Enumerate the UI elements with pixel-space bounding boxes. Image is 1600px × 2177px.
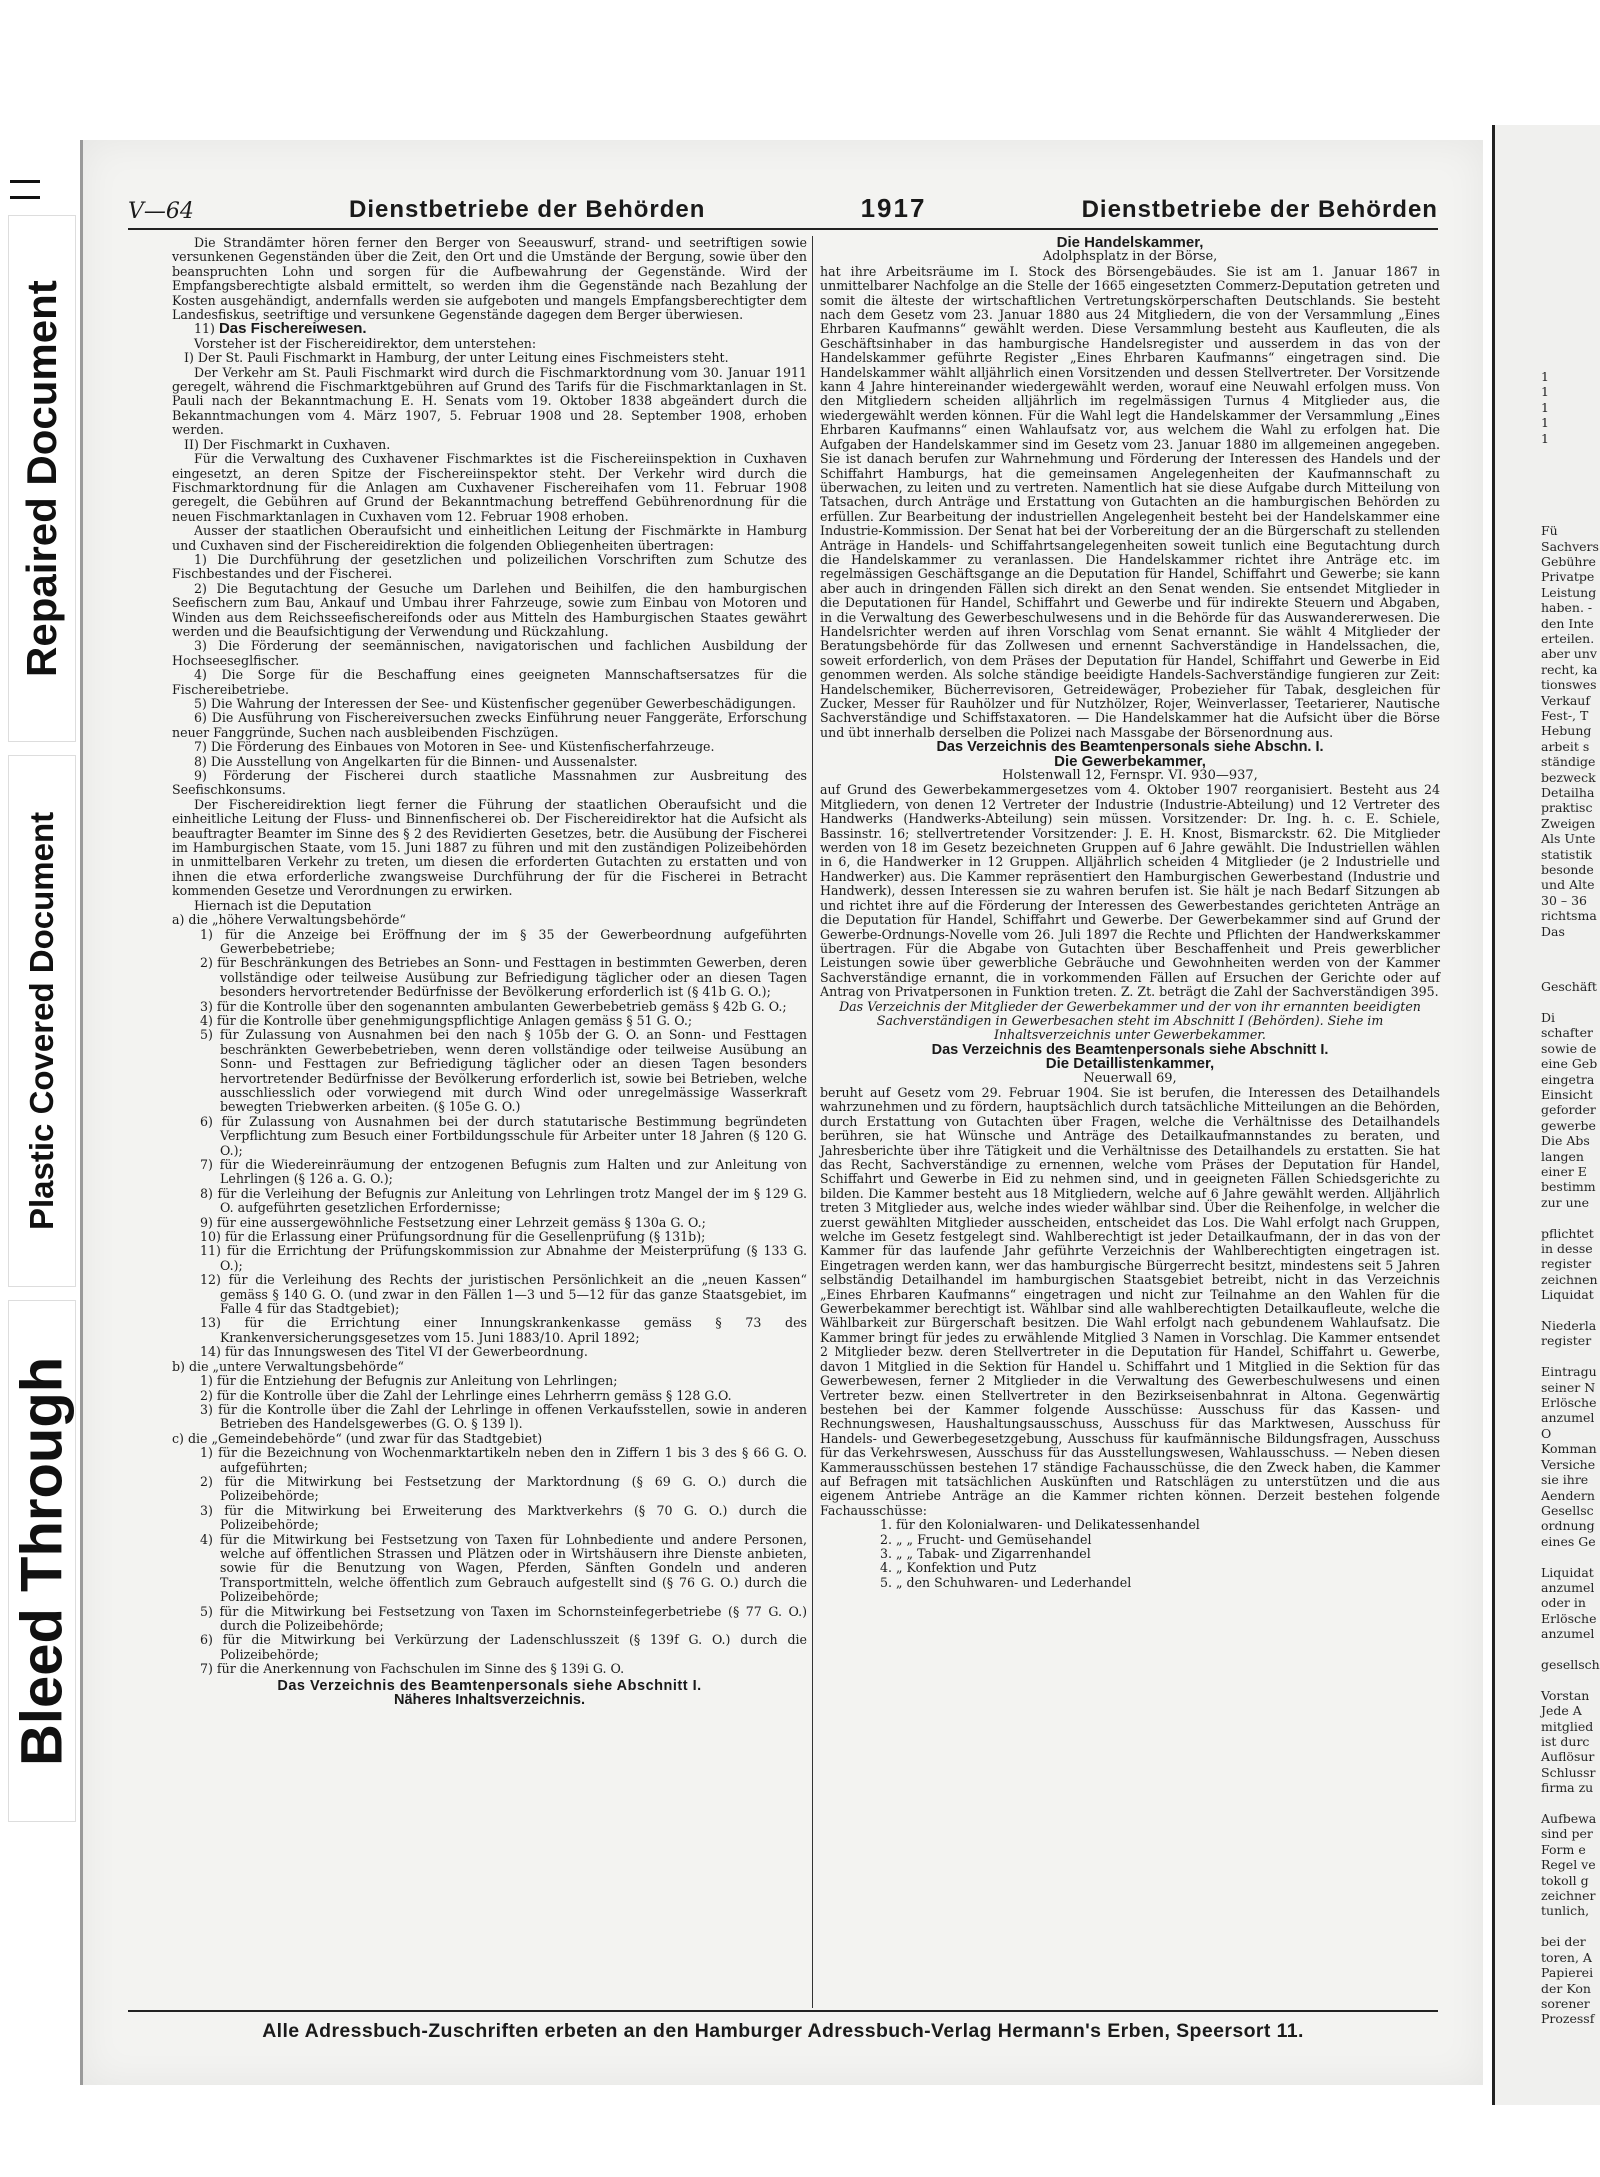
adjacent-page-line: pflichtet — [1541, 1225, 1594, 1241]
adjacent-page-line — [1495, 323, 1600, 338]
adjacent-page-line: erteilen. — [1541, 630, 1595, 646]
adjacent-page-line: anzumel — [1541, 1410, 1595, 1426]
list-item: 2. „ „ Frucht- und Gemüsehandel — [880, 1531, 1092, 1547]
adjacent-page-line: gewerbe — [1541, 1117, 1596, 1133]
adjacent-page-line: firma zu — [1541, 1780, 1594, 1796]
reference-note: Das Verzeichnis des Beamtenpersonals siehe Abschnitt I. — [931, 1041, 1329, 1058]
list-item: 7) für die Anerkennung von Fachschulen im Sinne des § 139i G. O. — [200, 1661, 625, 1677]
handelskammer-title: Die Handelskammer, — [1056, 234, 1204, 251]
page-number: V—64 — [128, 199, 194, 224]
adjacent-page-line: Als Unte — [1541, 831, 1596, 847]
adjacent-page-line — [1495, 1796, 1600, 1811]
adjacent-page-line — [1495, 338, 1600, 353]
adjacent-page-line: 1 — [1541, 430, 1549, 446]
list-item: 9) für eine aussergewöhnliche Festsetzung einer Lehrzeit gemäss § 130a G. O.; — [200, 1214, 706, 1230]
adjacent-page-line: aber unv — [1541, 646, 1597, 662]
adjacent-page-line: 1 — [1541, 369, 1549, 385]
detaillistenkammer-address: Neuerwall 69, — [1083, 1070, 1177, 1086]
adjacent-page-text — [1495, 125, 1600, 2027]
adjacent-page-line: Gesellsc — [1541, 1502, 1594, 1518]
adjacent-page-line: 1 — [1541, 399, 1549, 415]
adjacent-page-line: anzumel — [1541, 1579, 1595, 1595]
adjacent-page-line: Privatpe — [1541, 569, 1595, 585]
adjacent-page-line — [1495, 1919, 1600, 1934]
detaillistenkammer-title: Die Detaillistenkammer, — [1045, 1055, 1215, 1073]
list-item: 5) für die Mitwirkung bei Festsetzung von Taxen im Schornsteinfegerbetriebe (§ 77 G. O.) durch die Polizeibehörde; — [200, 1603, 807, 1633]
adjacent-page-line: zeichnen — [1541, 1271, 1598, 1287]
list-item: 5) für Zulassung von Ausnahmen bei den nach § 105b der G. O. an Sonn- und Festtagen beschränkten Gewerbebetrieben, wenn deren vollständige oder teilweise Ausübung an Sonn- und Festtagen zur Befriedigung täglicher oder an diesen Tagen besonders hervortretender Bedürfnisse der Bevölkerung erforderlich ist, sowie bei Betrieben, welche ausschliesslich oder vorwiegend mit durch Wind oder unregelmässige Wasserkraft bewegten Triebwerken arbeiten. (§ 105e G. O.) — [200, 1027, 807, 1115]
adjacent-page-line — [1495, 1642, 1600, 1657]
list-item: 1) für die Anzeige bei Eröffnung der im § 35 der Gewerbeordnung aufgeführten Gewerbebetriebe; — [200, 926, 807, 956]
adjacent-page-line — [1495, 261, 1600, 276]
reference-note: Das Verzeichnis des Beamtenpersonals siehe Abschn. I. — [936, 739, 1324, 756]
list-item: 4. „ Konfektion und Putz — [880, 1560, 1037, 1576]
adjacent-page-line: Liquidat — [1541, 1287, 1594, 1303]
label-tick — [10, 196, 40, 199]
adjacent-page-line: Versiche — [1541, 1456, 1596, 1472]
adjacent-page-line: Niederla — [1541, 1318, 1597, 1334]
fachausschuss-list — [820, 1518, 1440, 1590]
header-year: 1917 — [860, 193, 927, 223]
strip-gap — [1495, 939, 1600, 979]
right-column — [820, 236, 1440, 1590]
adjacent-page-line: ständige — [1541, 754, 1596, 770]
adjacent-page-line: ordnung — [1541, 1518, 1595, 1534]
adjacent-page-line: toren, A — [1541, 1949, 1592, 1965]
adjacent-page-line: bestimm — [1541, 1179, 1596, 1195]
list-item: 3) Die Förderung der seemännischen, navigatorischen und fachlichen Ausbildung der Hochseeseglfischer. — [172, 638, 807, 668]
adjacent-page-line: Einsicht — [1541, 1086, 1593, 1102]
plastic-covered-label: Plastic Covered Document — [8, 755, 76, 1287]
adjacent-page-line: Eintragu — [1541, 1364, 1597, 1380]
adjacent-page-line: sind per — [1541, 1826, 1593, 1842]
adjacent-page-line: anzumel — [1541, 1626, 1595, 1642]
adjacent-page-line — [1495, 354, 1600, 369]
adjacent-page-line: eingetra — [1541, 1071, 1595, 1087]
adjacent-page-line: und Alte — [1541, 877, 1595, 893]
page-header — [128, 184, 1438, 230]
list-item: 6) Die Ausführung von Fischereiversuchen zwecks Einführung neuer Fanggeräte, Erforschung neuer Fanggründe, Suchen nach ausbleibenden Fischzügen. — [172, 710, 807, 740]
list-item: 4) für die Mitwirkung bei Festsetzung von Taxen für Lohnbediente und andere Personen, welche auf öffentlichen Strassen und Plätzen oder in Wirtshäusern ihre Dienste anbieten, sowie für die Benutzung von Wagen, Pferden, Sänften Gondeln und anderen Transportmitteln, welche öffentlich zum Gebrauch aufgestellt sind (§ 76 G. O.) durch die Polizeibehörde; — [200, 1531, 807, 1605]
list-item: 1) für die Bezeichnung von Wochenmarktartikeln neben den in Ziffern 1 bis 3 des § 66 G. O. aufgeführten; — [200, 1445, 807, 1475]
adjacent-page-line: Aendern — [1541, 1487, 1595, 1503]
paragraph: Der Fischereidirektion liegt ferner die Führung der staatlichen Oberaufsicht und die einheitliche Leitung der Fluss- und Binnenfischerei ob. Der Fischereidirektor hat die Aufsicht als beauftragter Beamter im Sinne des § 2 des Revidierten Gesetzes, betr. die Ausübung der Fischerei im Hamburgischen Staate, vom 15. Juni 1887 zu führen und mit den zuständigen Polizeibehörden in unmittelbaren Verkehr zu treten, um diesen die erforderten Gutachten zu erstatten und von ihnen die etwa erforderliche zwangsweise Durchführung der für die Fischerei in Betracht kommenden Gesetze und Verordnungen zu erwirken. — [172, 796, 807, 899]
list-item: 11) für die Errichtung der Prüfungskommission zur Abnahme der Meisterprüfung (§ 133 G. O.); — [200, 1243, 807, 1273]
adjacent-page-line: O — [1541, 1425, 1552, 1441]
header-title-left: Dienstbetriebe der Behörden — [349, 196, 706, 223]
list-b — [172, 1374, 807, 1432]
adjacent-page-line: zeichner — [1541, 1888, 1596, 1904]
adjacent-page-line: eine Geb — [1541, 1056, 1598, 1072]
adjacent-page-line: Di — [1541, 1009, 1556, 1025]
adjacent-page-line: Aufbewa — [1541, 1811, 1597, 1827]
list-heading: c) die „Gemeindebehörde“ (und zwar für das Stadtgebiet) — [172, 1430, 543, 1446]
adjacent-page-line: register — [1541, 1256, 1592, 1272]
adjacent-page-line — [1495, 508, 1600, 523]
paragraph: Ausser der staatlichen Oberaufsicht und einheitlichen Leitung der Fischmärkte in Hamburg und Cuxhaven sind der Fischereidirektion die folgenden Obliegenheiten übertragen: — [172, 523, 807, 553]
list-item: 5) Die Wahrung der Interessen der See- und Küstenfischer gegenüber Gewerbeschädigungen. — [194, 696, 797, 711]
list-item: 2) für die Mitwirkung bei Festsetzung der Marktordnung (§ 69 G. O.) durch die Polizeibehörde; — [200, 1473, 807, 1504]
paragraph: II) Der Fischmarkt in Cuxhaven. — [184, 436, 391, 452]
adjacent-page-line: praktisc — [1541, 800, 1593, 816]
adjacent-page-line: Erlösche — [1541, 1395, 1597, 1411]
list-item: 14) für das Innungswesen des Titel VI der Gewerbeordnung. — [200, 1344, 588, 1360]
adjacent-page-line: Auflösur — [1541, 1749, 1595, 1765]
adjacent-page-line: ist durc — [1541, 1734, 1590, 1749]
list-heading: a) die „höhere Verwaltungsbehörde“ — [172, 912, 406, 928]
adjacent-page-line: Erlösche — [1541, 1610, 1597, 1626]
adjacent-page-line — [1495, 307, 1600, 322]
list-item: 12) für die Verleihung des Rechts der juristischen Persönlichkeit an die „neuen Kassen“ gemäss § 140 G. O. (und zwar in den Fällen 1—3 und 5—12 für das ganze Staatsgebiet, im Falle 4 für das Stadtgebiet); — [200, 1272, 807, 1317]
adjacent-page-line: 30 – 36 — [1541, 892, 1588, 908]
list-item: 8) Die Ausstellung von Angelkarten für die Binnen- und Aussenalster. — [194, 753, 638, 769]
adjacent-page-line — [1495, 1349, 1600, 1364]
adjacent-page-line: Liquidat — [1541, 1564, 1594, 1580]
list-heading: b) die „untere Verwaltungsbehörde“ — [172, 1358, 404, 1374]
list-item: 6) für die Mitwirkung bei Verkürzung der Ladenschlusszeit (§ 139f G. O.) durch die Polizeibehörde; — [200, 1632, 807, 1662]
adjacent-page-line: statistik — [1541, 846, 1592, 862]
adjacent-page-line — [1495, 462, 1600, 477]
adjacent-page-line — [1495, 1549, 1600, 1564]
adjacent-page-line: schafter — [1541, 1025, 1593, 1041]
strandamt-paragraph: Die Strandämter hören ferner den Berger von Seeauswurf, strand- und seetriftigen sowie versunkenen Gegenständen über die Zeit, den Ort und die Umstände der Bergung, sowie über den beanspruchten Lohn und sorgen für die Aufbewahrung der Gegenstände. Wird der Empfangsberechtigte alsbald ermittelt, so werden ihm die Gegenstände nach Bezahlung der Kosten ausgehändigt, andernfalls werden sie aufgeboten und mangels Empfangsberechtigter dem Landesfiskus, seetriftige und versunkene Gegenstände dagegen dem Berger überwiesen. — [172, 235, 807, 323]
list-item: 13) für die Errichtung einer Innungskrankenkasse gemäss § 73 des Krankenversicherungsgesetzes vom 15. Juni 1883/10. April 1892; — [200, 1315, 807, 1345]
adjacent-page-line: richtsma — [1541, 908, 1597, 924]
gewerbekammer-address: Holstenwall 12, Fernspr. VI. 930—937, — [1002, 768, 1258, 784]
adjacent-page-line: Komman — [1541, 1441, 1597, 1457]
adjacent-page-line: 1 — [1541, 415, 1549, 431]
adjacent-page-line: Vorstan — [1541, 1687, 1590, 1703]
left-column — [172, 236, 807, 1707]
adjacent-page-line: recht, ka — [1541, 661, 1598, 677]
adjacent-page-line — [1495, 995, 1600, 1010]
adjacent-page-line — [1495, 246, 1600, 261]
adjacent-page-line: Leistung — [1541, 584, 1597, 600]
handelskammer-address: Adolphsplatz in der Börse, — [1042, 249, 1218, 265]
adjacent-page-line: haben. - — [1541, 600, 1593, 616]
adjacent-page-line: Das — [1541, 923, 1565, 939]
adjacent-page-line: Form e — [1541, 1841, 1586, 1857]
list-item: 10) für die Erlassung einer Prüfungsordnung für die Gesellenprüfung (§ 131b); — [200, 1229, 706, 1245]
list-item: 2) für die Kontrolle über die Zahl der Lehrlinge eines Lehrherrn gemäss § 128 G.O. — [200, 1387, 732, 1403]
adjacent-page-line: register — [1541, 1333, 1592, 1349]
list-item: 1) Die Durchführung der gesetzlichen und polizeilichen Vorschriften zum Schutze des Fischbestandes und der Fischerei. — [172, 551, 807, 582]
header-title-right: Dienstbetriebe der Behörden — [1081, 196, 1438, 223]
adjacent-page-line — [1495, 492, 1600, 507]
adjacent-page-line: eines Ge — [1541, 1533, 1596, 1549]
repaired-document-label: Repaired Document — [8, 215, 76, 742]
duties-list — [172, 553, 807, 798]
adjacent-page-line: bei der — [1541, 1934, 1586, 1950]
adjacent-page-line — [1495, 1210, 1600, 1225]
page-footer: Alle Adressbuch-Zuschriften erbeten an den Hamburger Adressbuch-Verlag Hermann's Erben, Speersort 11. — [128, 2010, 1438, 2043]
paragraph: Der Verkehr am St. Pauli Fischmarkt wird durch die Fischmarktordnung vom 30. Januar 1911 geregelt, während die Fischmarktgebühren auf Grund des Tarifs für die Fischmarktanlagen in St. Pauli nach der Bekanntmachung E. H. Senats vom 19. Oktober 1838 abgeändert durch die Bekanntmachungen vom 4. März 1907, 5. Februar 1908 und 28. September 1908, erhoben werden. — [172, 364, 807, 438]
adjacent-page-line: arbeit s — [1541, 738, 1590, 754]
paragraph: I) Der St. Pauli Fischmarkt in Hamburg, der unter Leitung eines Fischmeisters steht. — [184, 350, 729, 366]
adjacent-page-line: Geschäft — [1541, 979, 1597, 995]
adjacent-page-line: Zweigen — [1541, 815, 1596, 831]
adjacent-page-line: bezweck — [1541, 769, 1596, 785]
adjacent-page-line: Detailha — [1541, 785, 1595, 801]
paragraph: beruht auf Gesetz vom 29. Februar 1904. Sie ist berufen, die Interessen des Detailhandels wahrzunehmen und zu fördern, hauptsächlich durch tatsächliche Mitteilungen an die Behörden, durch Erstattung von Gutachten über Fragen, welche die Verhältnisse des Detailhandels berühren, sie hat Wünsche und Anträge des Detailkaufmannstandes zu beraten, und Jahresberichte über ihre Tätigkeit und die Verhältnisse des Detailhandels zu erstatten. Sie hat das Recht, Sachverständige zu ernennen, welche vom Präses der Deputation für Handel, Schiffahrt und Gewerbe in Eid zu nehmen sind, und in geeigneten Fällen Schiedsgerichte zu bilden. Die Kammer besteht aus 18 Mitgliedern, welche auf 6 Jahre gewählt werden. Alljährlich treten 3 Mitglieder aus, welche indes wieder wählbar sind. Über die Reihenfolge, in welcher die zuerst gewählten Mitglieder ausscheiden, entscheidet das Los. Die Wahl erfolgt nach Gruppen, welche im Gesetz festgelegt sind. Wahlberechtigt ist jeder Detailkaufmann, der in das von der Kammer für das laufende Jahr geführte Verzeichnis der Wahlberechtigten eingetragen ist. Eingetragen werden kann, wer das hamburgische Bürgerrecht besitzt, mindestens seit 5 Jahren selbständig Detailhandel im hamburgischen Staatsgebiet betreibt, nicht in das Verzeichnis „Eines Ehrbaren Kaufmanns“ eingetragen und nicht zur Teilnahme an den Wahlen für die Gewerbekammer berechtigt ist. Wählbar sind alle wahlberechtigten Detailkaufleute, welche die Wählbarkeit zur Bürgerschaft besitzen. Die Wahl erfolgt nach gebundenem Wahlaufsatz. Die Kammer bringt für jedes zu erwählende Mitglied 3 Namen in Vorschlag. Die Kammer entsendet 2 Mitglieder bezw. deren Stellvertreter in die Deputation für Handel, Schiffahrt u. Gewerbe, davon 1 Mitglied in die Sektion für Handel u. Schiffahrt und 1 Mitglied in die Sektion für das Gewerbewesen, ferner 2 Mitglieder in die Verwaltung des Gewerbeschulwesens und einen Vertreter bezw. einen Stellvertreter in den Bezirkseisenbahnrat in Altona. Gegenwärtig bestehen bei der Kammer folgende Ausschüsse: Ausschuss für das Kassen- und Rechnungswesen, Haushaltungsausschuss, Ausschuss für das Marktwesen, Ausschuss für Handels- und Gewerbegesetzgebung, Ausschuss für kaufmännische Bildungsfragen, Ausschuss für das Verkehrswesen, Ausschuss für das Ausstellungswesen, Wahlausschuss. — Neben diesen Kammerausschüssen bestehen 17 ständige Fachausschüsse, die den Zweck haben, die Kammer auf Befragen mit tatsächlichen Auskünften und Ratschlägen zu unterstützen und die aus eigenem Antriebe Anträge an die Kammer richten können. Derzeit bestehen folgende Fachausschüsse: — [820, 1084, 1440, 1518]
adjacent-page-line: der Kon — [1541, 1980, 1591, 1996]
adjacent-page-line — [1495, 292, 1600, 307]
list-item: 3) für die Kontrolle über den sogenannten ambulanten Gewerbebetrieb gemäss § 42b G. O.; — [200, 998, 787, 1014]
list-item: 4) für die Kontrolle über genehmigungspflichtige Anlagen gemäss § 51 G. O.; — [200, 1012, 693, 1028]
paragraph: Für die Verwaltung des Cuxhavener Fischmarktes ist die Fischereiinspektion in Cuxhaven eingesetzt, an deren Spitze der Fischereiinspektor steht. Der Verkehr wird durch die Fischmarktordnung für die Anlagen am Cuxhavener Fischereihafen vom 11. Februar 1908 geregelt, die Gebühren auf Grund der Bekanntmachung betreffend Gebührenordnung für die neuen Fischmarktanlagen in Cuxhaven vom 12. Februar 1908 erhoben. — [172, 451, 807, 524]
adjacent-page-line: besonde — [1541, 862, 1594, 878]
adjacent-page-line: geforder — [1541, 1102, 1596, 1118]
adjacent-page-line — [1495, 215, 1600, 230]
list-item: 4) Die Sorge für die Beschaffung eines geeigneten Mannschaftsersatzes für die Fischereibetriebe. — [172, 667, 807, 697]
column-divider — [812, 236, 813, 2008]
section-heading: 11) Das Fischereiwesen. — [194, 320, 367, 338]
adjacent-page-line: Fest-, T — [1541, 708, 1589, 723]
adjacent-page-line: tunlich, — [1541, 1903, 1590, 1919]
bleed-through-label: Bleed Through — [8, 1300, 76, 1822]
adjacent-page-line: Sachvers — [1541, 538, 1599, 554]
gewerbekammer-title: Die Gewerbekammer, — [1054, 752, 1206, 770]
paragraph: Vorsteher ist der Fischereidirektor, dem unterstehen: — [194, 335, 537, 351]
adjacent-page-strip — [1492, 125, 1600, 2105]
adjacent-page-line: oder in — [1541, 1595, 1586, 1611]
adjacent-page-line: Die Abs — [1541, 1133, 1590, 1149]
list-item: 5. „ den Schuhwaren- und Lederhandel — [880, 1574, 1132, 1590]
paragraph: Hiernach ist die Deputation — [194, 897, 372, 913]
adjacent-page-line: 1 — [1541, 384, 1549, 400]
adjacent-page-line: Schlussr — [1541, 1764, 1596, 1780]
label-tick — [10, 180, 40, 183]
adjacent-page-line: Hebung — [1541, 723, 1592, 739]
adjacent-page-line: Prozessf — [1541, 2011, 1595, 2027]
list-a — [172, 928, 807, 1360]
adjacent-page-line: seiner N — [1541, 1379, 1596, 1395]
adjacent-page-line: gesellsch — [1541, 1656, 1600, 1672]
adjacent-page-line: Papierei — [1541, 1965, 1594, 1981]
reference-note: Näheres Inhaltsverzeichnis. — [394, 1692, 585, 1709]
list-item: 6) für Zulassung von Ausnahmen bei der durch statutarische Bestimmung begründeten Verpflichtung zum Besuch einer Fortbildungsschule für Arbeiter unter 18 Jahren (§ 120 G. O.); — [200, 1113, 807, 1158]
list-item: 1. für den Kolonialwaren- und Delikatessenhandel — [880, 1517, 1200, 1533]
adjacent-page-line — [1495, 1303, 1600, 1318]
italic-note: Das Verzeichnis der Mitglieder der Gewerbekammer und der von ihr ernannten beeidigten Sachverständigen in Gewerbesachen steht im Abschnitt I (Behörden). Siehe im Inhaltsverzeichnis unter Gewerbekammer. — [839, 998, 1421, 1043]
adjacent-page-line: Regel ve — [1541, 1857, 1596, 1873]
adjacent-page-line: Fü — [1541, 523, 1558, 539]
adjacent-page-line: mitglied — [1541, 1718, 1594, 1734]
list-item: 1) für die Entziehung der Befugnis zur Anleitung von Lehrlingen; — [200, 1373, 618, 1389]
adjacent-page-line: sowie de — [1541, 1040, 1597, 1056]
list-item: 3. „ „ Tabak- und Zigarrenhandel — [880, 1545, 1091, 1561]
adjacent-page-line: tokoll g — [1541, 1872, 1589, 1888]
adjacent-page-line: sie ihre — [1541, 1472, 1589, 1488]
list-item: 9) Förderung der Fischerei durch staatliche Massnahmen zur Ausbreitung des Seefischkonsums. — [172, 768, 807, 798]
adjacent-page-line: sorener — [1541, 1995, 1590, 2011]
list-item: 3) für die Kontrolle über die Zahl der Lehrlinge in offenen Verkaufsstellen, sowie in anderen Betrieben des Handelsgewerbes (G. O. § 139 l). — [200, 1401, 807, 1432]
adjacent-page-line: Verkauf — [1541, 692, 1590, 708]
list-item: 2) für Beschränkungen des Betriebes an Sonn- und Festtagen in bestimmten Gewerben, deren vollständige oder teilweise Ausübung zur Befriedigung täglicher oder an diesen Tagen besonders hervortretender Bedürfnisse der Bevölkerung erforderlich ist (§ 41b G. O.); — [200, 955, 807, 1000]
adjacent-page-line — [1495, 446, 1600, 461]
adjacent-page-line: Jede A — [1541, 1703, 1582, 1719]
adjacent-page-line: langen — [1541, 1148, 1584, 1164]
adjacent-page-line — [1495, 1672, 1600, 1687]
paragraph: hat ihre Arbeitsräume im I. Stock des Börsengebäudes. Sie ist am 1. Januar 1867 in unmittelbarer Nachfolge an die Stelle der 1665 eingesetzten Commerz-Deputation getreten und somit die älteste der wirtschaftlichen Vertretungskörperschaften Deutschlands. Sie besteht nach dem Gesetz vom 23. Januar 1880 aus 24 Mitgliedern, die von der Versammlung „Eines Ehrbaren Kaufmanns“ gewählt werden. Diese Versammlung besteht aus Kaufleuten, die als Geschäftsinhaber in das hamburgische Handelsregister und ausserdem in das von der Handelskammer geführte Register „Eines Ehrbaren Kaufmanns“ eingetragen sind. Die Handelskammer wählt alljährlich einen Vorsitzenden und dessen Stellvertreter. Der Vorsitzende kann 4 Jahre hintereinander wiedergewählt werden, worauf eine Neuwahl erfolgen muss. Von den Mitgliedern scheiden alljährlich im regelmässigen Turnus 4 Mitglieder aus, die wiedergewählt werden können. Für die Wahl legt die Handelskammer der Versammlung „Eines Ehrbaren Kaufmanns“ einen Wahlaufsatz vor, aus welchem die Wahl zu erfolgen hat. Die Aufgaben der Handelskammer sind im Gesetz vom 23. Januar 1880 im allgemeinen angegeben. Sie ist danach berufen zur Wahrnehmung und Förderung der Interessen des Handels und der Schiffahrt Hamburgs, hat die gemeinsamen Angelegenheiten der Kaufmannschaft zu überwachen, zu leiten und zu vertreten. Namentlich hat sie diese Aufgabe durch Mitteilung von Tatsachen, durch Anträge und Erstattung von Gutachten an die hamburgischen Behörden zu erfüllen. Zur Bearbeitung der industriellen Angelegenheit besteht bei der Handelskammer eine Industrie-Kommission. Der Senat hat bei der Vorbereitung der an die Bürgerschaft zu stellenden Anträge in Handels- und Schiffahrtsangelegenheiten soweit tunlich eine Begutachtung durch die Handelskammer zu veranlassen. Die Handelskammer richtet ihre Anträge etc. im regelmässigen Geschäftsgange an die Deputation für Handel, Schiffahrt und Gewerbe; sie kann aber auch in dringenden Fällen sich direkt an den Senat wenden. Sie entsendet Mitglieder in die Deputationen für Handel, Schiffahrt und Gewerbe und für indirekte Steuern und Abgaben, in die Verwaltung des Gewerbeschulwesens und in die Behörde für das Auswandererwesen. Die Handelsrichter werden auf ihren Vorschlag vom Senat ernannt. Sie wählt 4 Mitglieder der Beratungsbehörde für das Zollwesen und ernennt Sachverständige in Handelssachen, die, soweit erforderlich, von dem Präses der Deputation für Handel, Schiffahrt und Gewerbe in Eid genommen werden. Als solche ständige beeidigte Handels-Sachverständige fungieren zur Zeit: Handelschemiker, Bücherrevisoren, Getreidewäger, Probezieher für Tabak, desgleichen für Zucker, Messer für Rauhölzer und für Nutzhölzer, Rojer, Weinverlasser, Teetarierer, Nautische Sachverständige und Schiffstaxatoren. — Die Handelskammer hat die Aufsicht über die Börse und übt innerhalb derselben die Polizei nach Massgabe der Börsenordnung aus. — [820, 263, 1440, 740]
list-item: 7) für die Wiedereinräumung der entzogenen Befugnis zum Halten und zur Anleitung von Lehrlingen (§ 126 a. G. O.); — [200, 1157, 807, 1187]
adjacent-page-line: den Inte — [1541, 615, 1594, 631]
list-item: 3) für die Mitwirkung bei Erweiterung des Marktverkehrs (§ 70 G. O.) durch die Polizeibehörde; — [200, 1502, 807, 1533]
adjacent-page-line: tionswes — [1541, 677, 1597, 693]
list-c — [172, 1446, 807, 1677]
adjacent-page-line — [1495, 277, 1600, 292]
adjacent-page-line: in desse — [1541, 1241, 1593, 1256]
paragraph: auf Grund des Gewerbekammergesetzes vom 4. Oktober 1907 reorganisiert. Besteht aus 24 Mitgliedern, von denen 12 Vertreter der Industrie (Industrie-Abteilung) und 12 Vertreter des Handwerks (Handwerks-Abteilung) sein müssen. Vorsitzender: Dr. Ing. h. c. E. Schiele, Bassinstr. 16; stellvertretender Vorsitzender: J. E. H. Knost, Bismarckstr. 62. Die Mitglieder werden von 18 im Gesetz bezeichneten Gruppen auf 6 Jahre gewählt. Die Industriellen wählen in 6, die Handwerker in 12 Gruppen. Alljährlich scheiden 4 Mitglieder (je 2 Industrielle und Handwerker) aus. Die Kammer repräsentiert den Hamburgischen Gewerbestand (Industrie und Handwerk), dessen Interessen sie zu wahren berufen ist. Sie hält je nach Bedarf Sitzungen ab und richtet ihre auf die Förderung der Interessen des Gewerbestandes gerichteten Anträge an die Deputation für Handel, Schiffahrt und Gewerbe. Der Gewerbekammer sind auf Grund der Gewerbe-Ordnungs-Novelle vom 26. Juli 1897 die Rechte und Pflichten der Handwerkskammer übertragen. Für die Abgabe von Gutachten über Beschaffenheit und Preis gewerblicher Leistungen sowie über gewerbliche Gebräuche und Gewohnheiten werden von der Kammer Sachverständige ernannt, die in vorkommenden Fällen auf Ersuchen der Gerichte oder auf Antrag von Privatpersonen in Funktion treten. Z. Zt. beträgt die Zahl der Sachverständigen 395. — [820, 782, 1440, 1000]
list-item: 8) für die Verleihung der Befugnis zur Anleitung von Lehrlingen trotz Mangel der im § 129 G. O. aufgeführten gesetzlichen Erfordernisse; — [200, 1185, 807, 1216]
adjacent-page-line: zur une — [1541, 1194, 1590, 1210]
list-item: 7) Die Förderung des Einbaues von Motoren in See- und Küstenfischerfahrzeuge. — [194, 739, 715, 755]
adjacent-page-line — [1495, 230, 1600, 245]
list-item: 2) Die Begutachtung der Gesuche um Darlehen und Beihilfen, die den hamburgischen Seefischern zum Bau, Ankauf und Umbau ihrer Fahrzeuge, sowie zum Einbau von Motoren und Winden aus dem Reichsseefischereifonds oder aus Mitteln des Hamburgischen Staates gewährt werden und die Beaufsichtigung der Verwendung und Rückzahlung. — [172, 580, 807, 639]
adjacent-page-line: Gebühre — [1541, 553, 1596, 569]
reference-note: Das Verzeichnis des Beamtenpersonals siehe Abschnitt I. — [277, 1677, 702, 1694]
adjacent-page-line: einer E — [1541, 1163, 1587, 1179]
adjacent-page-line — [1495, 477, 1600, 492]
